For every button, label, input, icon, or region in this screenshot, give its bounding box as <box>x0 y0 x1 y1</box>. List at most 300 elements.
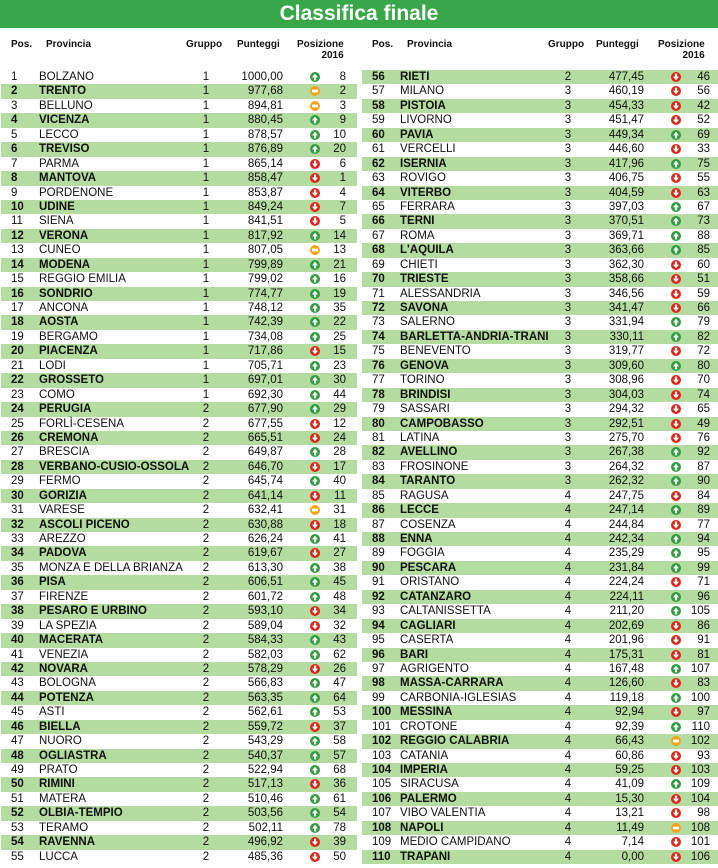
arrow-down-icon <box>671 837 681 847</box>
table-row <box>362 84 718 98</box>
arrow-up-icon <box>310 751 320 761</box>
cell-posizione-2016: 8 <box>339 71 346 83</box>
cell-posizione-2016: 55 <box>697 172 710 185</box>
cell-pos: 39 <box>11 619 24 632</box>
cell-pos: 88 <box>372 533 385 545</box>
cell-punteggi: 7,14 <box>621 836 644 849</box>
cell-punteggi: 977,68 <box>247 85 283 98</box>
equal-icon <box>310 505 320 515</box>
cell-pos: 48 <box>11 749 24 762</box>
cell-pos: 109 <box>372 836 392 849</box>
table-row <box>1 763 357 777</box>
cell-gruppo: 4 <box>564 518 572 531</box>
cell-pos: 21 <box>11 359 24 372</box>
table-row <box>362 402 718 416</box>
cell-posizione-2016: 53 <box>333 706 346 719</box>
cell-provincia: ASTI <box>39 706 65 719</box>
cell-punteggi: 341,47 <box>608 302 644 314</box>
arrow-up-icon <box>671 505 681 515</box>
cell-provincia: TRAPANI <box>400 850 451 863</box>
cell-posizione-2016: 30 <box>333 374 346 387</box>
arrow-down-icon <box>671 433 681 443</box>
cell-pos: 17 <box>11 302 24 314</box>
cell-posizione-2016: 16 <box>333 273 346 286</box>
cell-posizione-2016: 64 <box>333 691 346 704</box>
cell-pos: 30 <box>11 489 24 502</box>
cell-provincia: MANTOVA <box>39 172 97 185</box>
ranking-rows <box>362 70 718 864</box>
cell-posizione-2016: 43 <box>333 634 346 647</box>
cell-punteggi: 817,92 <box>247 229 283 242</box>
cell-punteggi: 319,77 <box>608 345 644 358</box>
cell-punteggi: 540,37 <box>247 749 283 762</box>
arrow-up-icon <box>310 650 320 660</box>
arrow-down-icon <box>671 520 681 530</box>
arrow-up-icon <box>310 289 320 299</box>
cell-posizione-2016: 13 <box>333 244 346 257</box>
cell-gruppo: 1 <box>202 85 210 98</box>
cell-gruppo: 1 <box>202 359 210 372</box>
cell-gruppo: 2 <box>202 821 210 834</box>
cell-punteggi: 613,30 <box>247 561 283 574</box>
cell-posizione-2016: 39 <box>333 836 346 849</box>
arrow-up-icon <box>310 115 320 125</box>
cell-punteggi: 126,60 <box>608 677 644 690</box>
cell-punteggi: 60,86 <box>615 749 644 762</box>
cell-punteggi: 92,94 <box>615 706 644 719</box>
arrow-down-icon <box>671 72 681 82</box>
cell-posizione-2016: 103 <box>690 764 710 776</box>
arrow-down-icon <box>310 216 320 226</box>
cell-provincia: CROTONE <box>400 720 458 733</box>
cell-provincia: MEDIO CAMPIDANO <box>400 836 511 849</box>
cell-pos: 42 <box>11 662 24 675</box>
table-row <box>362 474 718 488</box>
cell-provincia: REGGIO CALABRIA <box>400 735 510 748</box>
header-pos: Pos. <box>372 39 394 50</box>
cell-gruppo: 2 <box>202 735 210 748</box>
cell-provincia: RIETI <box>400 71 430 83</box>
table-row <box>1 619 357 633</box>
table-row <box>362 590 718 604</box>
arrow-up-icon <box>310 765 320 775</box>
cell-posizione-2016: 94 <box>697 533 710 545</box>
cell-provincia: PERUGIA <box>39 403 92 416</box>
cell-provincia: RIMINI <box>39 778 75 791</box>
cell-gruppo: 4 <box>564 677 572 690</box>
cell-provincia: ANCONA <box>39 302 89 314</box>
arrow-up-icon <box>671 159 681 169</box>
table-row <box>362 388 718 402</box>
table-row <box>362 546 718 560</box>
cell-pos: 105 <box>372 778 392 791</box>
cell-posizione-2016: 33 <box>697 143 710 156</box>
cell-pos: 54 <box>11 836 24 849</box>
table-row <box>1 186 357 200</box>
table-row <box>1 604 357 618</box>
cell-posizione-2016: 31 <box>333 504 346 517</box>
cell-pos: 104 <box>372 764 392 776</box>
cell-punteggi: 606,51 <box>247 576 283 589</box>
arrow-down-icon <box>671 419 681 429</box>
cell-pos: 100 <box>372 706 392 719</box>
cell-posizione-2016: 2 <box>339 85 346 98</box>
arrow-up-icon <box>310 447 320 457</box>
cell-provincia: CHIETI <box>400 258 438 271</box>
cell-punteggi: 292,51 <box>608 417 644 430</box>
cell-posizione-2016: 92 <box>697 446 710 459</box>
arrow-down-icon <box>671 303 681 313</box>
cell-pos: 12 <box>11 229 24 242</box>
cell-punteggi: 559,72 <box>247 720 283 733</box>
ranking-column-right <box>362 28 718 863</box>
cell-gruppo: 2 <box>202 460 210 473</box>
table-row <box>1 734 357 748</box>
cell-pos: 77 <box>372 374 385 387</box>
cell-posizione-2016: 6 <box>339 157 346 170</box>
arrow-up-icon <box>310 332 320 342</box>
cell-provincia: BOLZANO <box>39 71 94 83</box>
cell-punteggi: 593,10 <box>247 605 283 618</box>
cell-posizione-2016: 68 <box>333 764 346 776</box>
arrow-down-icon <box>671 390 681 400</box>
cell-pos: 5 <box>11 128 18 141</box>
cell-pos: 85 <box>372 489 385 502</box>
cell-pos: 99 <box>372 691 385 704</box>
cell-gruppo: 3 <box>564 85 572 98</box>
cell-pos: 28 <box>11 460 24 473</box>
cell-punteggi: 417,96 <box>608 157 644 170</box>
cell-gruppo: 1 <box>202 374 210 387</box>
cell-pos: 25 <box>11 417 24 430</box>
cell-pos: 4 <box>11 114 18 127</box>
cell-posizione-2016: 83 <box>697 677 710 690</box>
cell-provincia: SIRACUSA <box>400 778 459 791</box>
table-row <box>1 705 357 719</box>
cell-posizione-2016: 106 <box>690 850 710 863</box>
arrow-down-icon <box>671 289 681 299</box>
table-row <box>1 70 357 84</box>
cell-gruppo: 1 <box>202 143 210 156</box>
arrow-up-icon <box>671 606 681 616</box>
cell-posizione-2016: 22 <box>333 316 346 329</box>
cell-punteggi: 522,94 <box>247 764 283 776</box>
cell-punteggi: 876,89 <box>247 143 283 156</box>
table-row <box>1 806 357 820</box>
cell-gruppo: 4 <box>564 576 572 589</box>
cell-punteggi: 807,05 <box>247 244 283 257</box>
cell-pos: 53 <box>11 821 24 834</box>
table-row <box>362 720 718 734</box>
arrow-down-icon <box>310 520 320 530</box>
cell-provincia: TERAMO <box>39 821 89 834</box>
cell-gruppo: 2 <box>202 446 210 459</box>
cell-punteggi: 849,24 <box>247 200 283 213</box>
cell-punteggi: 510,46 <box>247 792 283 805</box>
cell-posizione-2016: 109 <box>690 778 710 791</box>
cell-punteggi: 175,31 <box>608 648 644 661</box>
cell-gruppo: 4 <box>564 691 572 704</box>
cell-gruppo: 3 <box>564 302 572 314</box>
table-row <box>1 113 357 127</box>
cell-pos: 47 <box>11 735 24 748</box>
table-row <box>1 229 357 243</box>
cell-pos: 35 <box>11 561 24 574</box>
table-row <box>362 532 718 546</box>
cell-provincia: CALTANISSETTA <box>400 605 491 618</box>
cell-posizione-2016: 47 <box>333 677 346 690</box>
cell-punteggi: 331,94 <box>608 316 644 329</box>
cell-punteggi: 502,11 <box>248 821 283 834</box>
cell-punteggi: 853,87 <box>247 186 283 199</box>
cell-gruppo: 4 <box>564 662 572 675</box>
cell-provincia: POTENZA <box>39 691 94 704</box>
cell-gruppo: 3 <box>564 157 572 170</box>
arrow-down-icon <box>671 144 681 154</box>
cell-posizione-2016: 86 <box>697 619 710 632</box>
cell-provincia: MACERATA <box>39 634 104 647</box>
cell-punteggi: 865,14 <box>247 157 283 170</box>
table-header <box>1 28 357 70</box>
cell-gruppo: 1 <box>202 200 210 213</box>
table-row <box>1 417 357 431</box>
cell-punteggi: 517,13 <box>247 778 283 791</box>
cell-pos: 58 <box>372 99 385 112</box>
table-row <box>1 777 357 791</box>
cell-punteggi: 397,03 <box>608 200 644 213</box>
cell-gruppo: 4 <box>564 504 572 517</box>
cell-punteggi: 66,43 <box>615 735 644 748</box>
cell-gruppo: 3 <box>564 460 572 473</box>
cell-punteggi: 880,45 <box>247 114 283 127</box>
table-row <box>1 287 357 301</box>
cell-posizione-2016: 88 <box>697 229 710 242</box>
cell-posizione-2016: 89 <box>697 504 710 517</box>
table-row <box>362 662 718 676</box>
table-row <box>362 460 718 474</box>
equal-icon <box>671 823 681 833</box>
cell-pos: 3 <box>11 99 18 112</box>
cell-gruppo: 2 <box>202 475 210 488</box>
cell-posizione-2016: 63 <box>697 186 710 199</box>
table-row <box>362 157 718 171</box>
table-row <box>362 186 718 200</box>
cell-posizione-2016: 29 <box>333 403 346 416</box>
cell-provincia: GROSSETO <box>39 374 104 387</box>
arrow-down-icon <box>310 852 320 862</box>
cell-gruppo: 1 <box>202 172 210 185</box>
arrow-down-icon <box>671 794 681 804</box>
cell-punteggi: 235,29 <box>608 547 644 560</box>
cell-pos: 80 <box>372 417 385 430</box>
arrow-up-icon <box>310 274 320 284</box>
cell-pos: 72 <box>372 302 385 314</box>
cell-provincia: LA SPEZIA <box>39 619 97 632</box>
cell-provincia: CAGLIARI <box>400 619 456 632</box>
cell-provincia: LECCE <box>400 504 439 517</box>
cell-pos: 71 <box>372 287 385 300</box>
cell-pos: 8 <box>11 172 18 185</box>
cell-posizione-2016: 21 <box>333 258 346 271</box>
cell-pos: 60 <box>372 128 385 141</box>
cell-posizione-2016: 14 <box>333 229 346 242</box>
cell-pos: 57 <box>372 85 385 98</box>
arrow-up-icon <box>671 476 681 486</box>
table-row <box>362 214 718 228</box>
cell-posizione-2016: 37 <box>333 720 346 733</box>
cell-provincia: ISERNIA <box>400 157 447 170</box>
cell-posizione-2016: 96 <box>697 590 710 603</box>
cell-pos: 16 <box>11 287 24 300</box>
cell-punteggi: 748,12 <box>247 302 283 314</box>
cell-provincia: CUNEO <box>39 244 81 257</box>
cell-punteggi: 799,89 <box>247 258 283 271</box>
cell-posizione-2016: 42 <box>697 99 710 112</box>
cell-punteggi: 275,70 <box>608 431 644 444</box>
cell-pos: 22 <box>11 374 24 387</box>
table-row <box>1 691 357 705</box>
cell-posizione-2016: 79 <box>697 316 710 329</box>
cell-pos: 29 <box>11 475 24 488</box>
cell-pos: 31 <box>11 504 24 517</box>
cell-provincia: PIACENZA <box>39 345 98 358</box>
arrow-up-icon <box>310 317 320 327</box>
cell-pos: 82 <box>372 446 385 459</box>
cell-provincia: AOSTA <box>39 316 79 329</box>
cell-posizione-2016: 71 <box>697 576 710 589</box>
cell-provincia: VITERBO <box>400 186 452 199</box>
cell-pos: 41 <box>11 648 24 661</box>
cell-punteggi: 247,14 <box>608 504 644 517</box>
arrow-down-icon <box>310 419 320 429</box>
cell-posizione-2016: 67 <box>697 200 710 213</box>
cell-posizione-2016: 61 <box>333 792 346 805</box>
arrow-down-icon <box>310 606 320 616</box>
arrow-down-icon <box>671 635 681 645</box>
cell-provincia: BIELLA <box>39 720 81 733</box>
cell-provincia: OGLIASTRA <box>39 749 107 762</box>
cell-provincia: FOGGIA <box>400 547 445 560</box>
table-row <box>1 359 357 373</box>
arrow-up-icon <box>310 404 320 414</box>
cell-punteggi: 309,60 <box>608 359 644 372</box>
cell-gruppo: 3 <box>564 374 572 387</box>
cell-posizione-2016: 19 <box>333 287 346 300</box>
cell-provincia: LUCCA <box>39 850 78 863</box>
table-row <box>1 445 357 459</box>
cell-gruppo: 1 <box>202 229 210 242</box>
cell-gruppo: 1 <box>202 287 210 300</box>
cell-pos: 86 <box>372 504 385 517</box>
cell-punteggi: 267,38 <box>608 446 644 459</box>
arrow-up-icon <box>671 216 681 226</box>
cell-provincia: AGRIGENTO <box>400 662 469 675</box>
arrow-up-icon <box>671 534 681 544</box>
cell-pos: 94 <box>372 619 385 632</box>
cell-gruppo: 2 <box>202 764 210 776</box>
header-gruppo: Gruppo <box>186 39 223 50</box>
cell-gruppo: 3 <box>564 431 572 444</box>
cell-provincia: RAGUSA <box>400 489 449 502</box>
table-row <box>1 330 357 344</box>
arrow-up-icon <box>310 231 320 241</box>
cell-gruppo: 2 <box>202 561 210 574</box>
table-row <box>362 806 718 820</box>
table-row <box>362 113 718 127</box>
cell-provincia: MASSA-CARRARA <box>400 677 504 690</box>
cell-punteggi: 705,71 <box>247 359 283 372</box>
cell-gruppo: 1 <box>202 302 210 314</box>
cell-gruppo: 1 <box>202 157 210 170</box>
cell-punteggi: 601,72 <box>247 590 283 603</box>
cell-gruppo: 3 <box>564 345 572 358</box>
cell-punteggi: 358,66 <box>608 273 644 286</box>
cell-provincia: TREVISO <box>39 143 90 156</box>
cell-provincia: LATINA <box>400 431 440 444</box>
cell-provincia: OLBIA-TEMPIO <box>39 807 123 820</box>
cell-pos: 93 <box>372 605 385 618</box>
cell-posizione-2016: 100 <box>690 691 710 704</box>
cell-pos: 101 <box>372 720 392 733</box>
cell-punteggi: 734,08 <box>247 330 283 343</box>
table-row <box>1 344 357 358</box>
cell-punteggi: 363,66 <box>608 244 644 257</box>
cell-provincia: PISTOIA <box>400 99 446 112</box>
cell-posizione-2016: 25 <box>333 330 346 343</box>
cell-gruppo: 3 <box>564 215 572 228</box>
cell-punteggi: 404,59 <box>608 186 644 199</box>
cell-pos: 7 <box>11 157 18 170</box>
table-row <box>1 590 357 604</box>
cell-provincia: SIENA <box>39 215 74 228</box>
cell-posizione-2016: 51 <box>697 273 710 286</box>
cell-posizione-2016: 15 <box>333 345 346 358</box>
cell-pos: 6 <box>11 143 18 156</box>
cell-pos: 64 <box>372 186 385 199</box>
cell-gruppo: 4 <box>564 821 572 834</box>
cell-punteggi: 242,34 <box>608 533 644 545</box>
arrow-down-icon <box>671 115 681 125</box>
cell-posizione-2016: 48 <box>333 590 346 603</box>
cell-posizione-2016: 17 <box>333 460 346 473</box>
cell-gruppo: 3 <box>564 258 572 271</box>
cell-gruppo: 4 <box>564 634 572 647</box>
cell-posizione-2016: 38 <box>333 561 346 574</box>
cell-gruppo: 4 <box>564 561 572 574</box>
arrow-down-icon <box>671 173 681 183</box>
arrow-down-icon <box>671 707 681 717</box>
table-row <box>362 489 718 503</box>
table-row <box>362 604 718 618</box>
cell-posizione-2016: 73 <box>697 215 710 228</box>
cell-provincia: COMO <box>39 388 75 401</box>
cell-gruppo: 2 <box>202 619 210 632</box>
cell-posizione-2016: 60 <box>697 258 710 271</box>
cell-provincia: MODENA <box>39 258 91 271</box>
cell-gruppo: 1 <box>202 316 210 329</box>
table-row <box>1 84 357 98</box>
table-header <box>362 28 718 70</box>
cell-punteggi: 451,47 <box>608 114 644 127</box>
arrow-up-icon <box>310 72 320 82</box>
cell-provincia: PESARO E URBINO <box>39 605 147 618</box>
cell-posizione-2016: 69 <box>697 128 710 141</box>
table-row <box>1 373 357 387</box>
cell-posizione-2016: 78 <box>333 821 346 834</box>
arrow-down-icon <box>310 548 320 558</box>
cell-pos: 81 <box>372 431 385 444</box>
table-row <box>1 648 357 662</box>
